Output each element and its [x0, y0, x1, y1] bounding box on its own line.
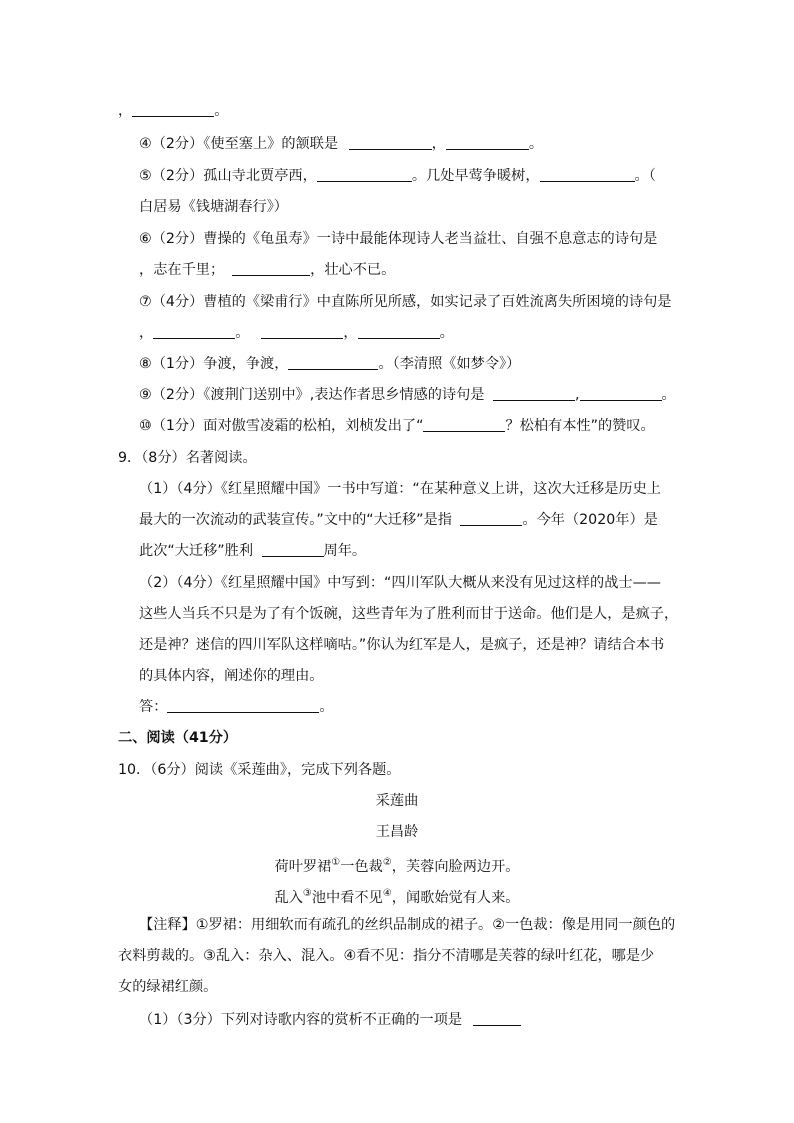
answer-blank[interactable] — [580, 386, 662, 401]
answer-blank[interactable] — [153, 324, 235, 339]
section-heading: 二、阅读（41分） — [118, 730, 238, 746]
question-9-heading: 9．（8分）名著阅读。 — [118, 450, 257, 466]
item5: ⑤（2分）孤山寺北贾亭西， 。几处早莺争暖树， 。（ — [139, 168, 656, 184]
answer-blank[interactable] — [167, 698, 319, 713]
q9-part1-line3: 此次“大迁移”胜利 周年。 — [139, 543, 367, 559]
footnote-marker: ④ — [382, 888, 392, 899]
answer-blank[interactable] — [232, 261, 310, 276]
poem-notes-line2: 衣料剪裁的。③乱入：杂入、混入。④看不见：指分不清哪是芙蓉的绿叶红花，哪是少 — [118, 948, 655, 964]
q10-sub1: （1）（3分）下列对诗歌内容的赏析不正确的一项是 — [139, 1010, 521, 1030]
answer-blank[interactable] — [540, 167, 635, 182]
answer-blank[interactable] — [262, 542, 324, 557]
poem-line-2: 乱入③池中看不见④，闻歌始觉有人来。 — [274, 888, 520, 906]
footnote-marker: ③ — [302, 888, 312, 899]
footnote-marker: ② — [382, 857, 392, 868]
answer-blank[interactable] — [132, 102, 214, 117]
poem-notes: 【注释】①罗裙：用细软而有疏孔的丝织品制成的裙子。②一色裁：像是用同一颜色的 — [139, 917, 676, 933]
answer-blank[interactable] — [349, 135, 432, 150]
answer-blank[interactable] — [358, 324, 440, 339]
answer-blank[interactable] — [423, 417, 505, 432]
q9-part1: （1）（4分）《红星照耀中国》一书中写道：“在某种意义上讲，这次大迁移是历史上 — [139, 481, 661, 497]
q9-part2: （2）（4分）《红星照耀中国》中写到：“四川军队大概从来没有见过这样的战士—— — [139, 575, 661, 591]
item7: ⑦（4分）曹植的《梁甫行》中直陈所见所感，如实记录了百姓流离失所困境的诗句是 — [139, 294, 672, 310]
answer-blank[interactable] — [473, 1011, 521, 1026]
item5-source: 白居易《钱塘湖春行》） — [139, 199, 288, 215]
q9-part2-line3: 还是神？迷信的四川军队这样嘀咕。”你认为红军是人，是疯子，还是神？请结合本书 — [139, 637, 665, 653]
item7-line2: ， 。 ， 。 — [139, 325, 454, 341]
q9-part1-line2: 最大的一次流动的武装宣传。”文中的“大迁移”是指 。今年（2020年）是 — [139, 512, 658, 528]
poem-notes-line3: 女的绿裙红颜。 — [118, 979, 218, 995]
answer-blank[interactable] — [493, 386, 575, 401]
answer-blank[interactable] — [446, 135, 529, 150]
poem-line-1: 荷叶罗裙①一色裁②，芙蓉向脸两边开。 — [274, 857, 520, 875]
answer-blank[interactable] — [288, 355, 378, 370]
item9: ⑨（2分）《渡荆门送别中》,表达作者思乡情感的诗句是 , 。 — [139, 387, 676, 403]
q9-part2-line2: 这些人当兵不只是为了有个饭碗，这些青年为了胜利而甘于送命。他们是人，是疯子， — [139, 606, 679, 622]
question-10-heading: 10．（6分）阅读《采莲曲》，完成下列各题。 — [118, 762, 401, 778]
item6: ⑥（2分）曹操的《龟虽寿》一诗中最能体现诗人老当益壮、自强不息意志的诗句是 — [139, 231, 658, 247]
answer-blank[interactable] — [460, 511, 522, 526]
answer-blank[interactable] — [317, 167, 412, 182]
item3-tail: ， 。 — [118, 103, 229, 119]
q9-answer-line: 答： 。 — [139, 699, 334, 715]
poem-title: 采莲曲 — [375, 793, 419, 809]
q9-part2-line4: 的具体内容，阐述你的理由。 — [139, 668, 324, 684]
answer-blank[interactable] — [261, 324, 343, 339]
item10: ⑩（1分）面对傲雪凌霜的松柏，刘桢发出了“ ？松柏有本性”的赞叹。 — [139, 418, 655, 434]
item6-line2: ，志在千里； ，壮心不已。 — [139, 262, 396, 278]
item4: ④（2分）《使至塞上》的颔联是 ， 。 — [139, 136, 544, 152]
item8: ⑧（1分）争渡，争渡， 。（李清照《如梦令》） — [139, 356, 521, 372]
poem-author: 王昌龄 — [375, 824, 419, 840]
footnote-marker: ① — [331, 857, 341, 868]
